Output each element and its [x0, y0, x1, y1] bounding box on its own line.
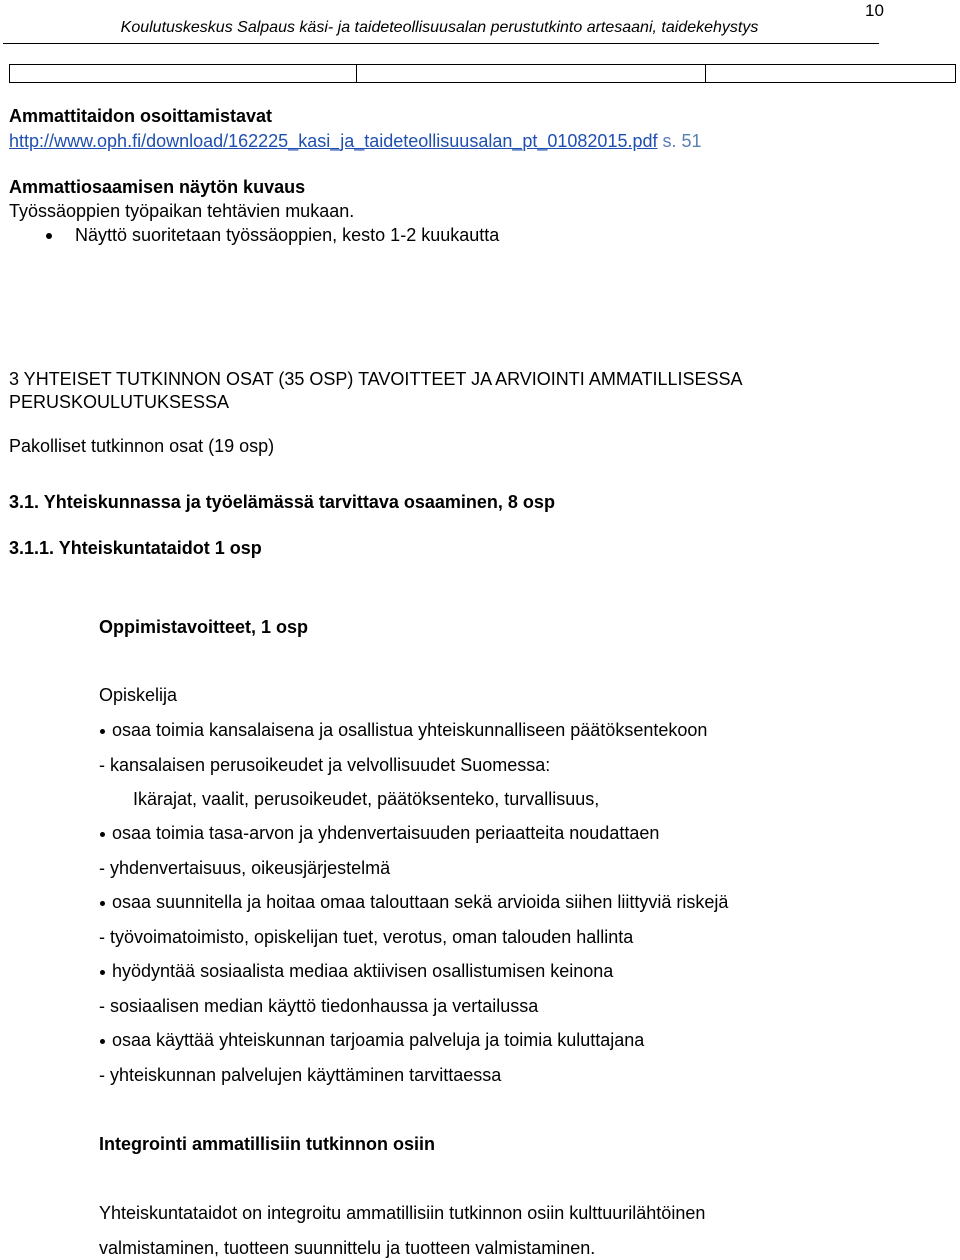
- objective-item: osaa toimia kansalaisena ja osallistua yhteiskunnalliseen päätöksentekoon: [112, 720, 708, 740]
- bullet-icon: [46, 233, 52, 239]
- mandatory-parts-heading: Pakolliset tutkinnon osat (19 osp): [9, 436, 275, 456]
- bullet-icon: [100, 832, 105, 837]
- demonstration-bullet: Näyttö suoritetaan työssäoppien, kesto 1-2 kuukautta: [75, 225, 500, 245]
- objective-item: osaa toimia tasa-arvon ja yhdenvertaisuuden periaatteita noudattaen: [112, 823, 660, 843]
- objective-item: osaa suunnitella ja hoitaa omaa talouttaan sekä arvioida siihen liittyviä riskejä: [112, 892, 729, 912]
- header-rule: [3, 43, 879, 44]
- ops-link[interactable]: http://www.oph.fi/download/162225_kasi_ja_taideteollisuusalan_pt_01082015.pdf: [9, 131, 658, 151]
- objectives-heading: Oppimistavoitteet, 1 osp: [99, 617, 309, 637]
- page-ref: s. 51: [662, 131, 702, 151]
- subsubsection-heading: 3.1.1. Yhteiskuntataidot 1 osp: [9, 538, 262, 558]
- page-number: 10: [865, 1, 884, 20]
- demonstration-heading: Ammattitaidon osoittamistavat: [9, 106, 273, 126]
- objective-detail: - yhdenvertaisuus, oikeusjärjestelmä: [99, 858, 391, 878]
- subsection-heading: 3.1. Yhteiskunnassa ja työelämässä tarvittava osaaminen, 8 osp: [9, 492, 555, 512]
- bullet-icon: [100, 901, 105, 906]
- objective-detail: - yhteiskunnan palvelujen käyttäminen tarvittaessa: [99, 1065, 502, 1085]
- table-cell: [356, 64, 704, 83]
- objective-detail: - kansalaisen perusoikeudet ja velvollisuudet Suomessa:: [99, 755, 551, 775]
- section-heading-line1: 3 YHTEISET TUTKINNON OSAT (35 OSP) TAVOITTEET JA ARVIOINTI AMMATILLISESSA: [9, 369, 743, 389]
- bullet-icon: [100, 729, 105, 734]
- objective-detail: - työvoimatoimisto, opiskelijan tuet, verotus, oman talouden hallinta: [99, 927, 634, 947]
- objective-item: osaa käyttää yhteiskunnan tarjoamia palveluja ja toimia kuluttajana: [112, 1030, 645, 1050]
- description-text: Työssäoppien työpaikan tehtävien mukaan.: [9, 201, 355, 221]
- student-label: Opiskelija: [99, 685, 178, 705]
- bullet-icon: [100, 1039, 105, 1044]
- objective-detail: - sosiaalisen median käyttö tiedonhaussa ja vertailussa: [99, 996, 539, 1016]
- table-cell: [9, 64, 356, 83]
- table-cell: [705, 64, 956, 83]
- integration-text-line1: Yhteiskuntataidot on integroitu ammatillisiin tutkinnon osiin kulttuurilähtöinen: [99, 1203, 706, 1223]
- section-heading-line2: PERUSKOULUTUKSESSA: [9, 392, 230, 412]
- objective-detail: Ikärajat, vaalit, perusoikeudet, päätöksenteko, turvallisuus,: [133, 789, 600, 809]
- integration-text-line2: valmistaminen, tuotteen suunnittelu ja tuotteen valmistaminen.: [99, 1238, 596, 1258]
- running-header: Koulutuskeskus Salpaus käsi- ja taideteollisuusalan perustutkinto artesaani, taidekehystys: [120, 19, 759, 36]
- integration-heading: Integrointi ammatillisiin tutkinnon osiin: [99, 1134, 436, 1154]
- link-line: [9, 131, 702, 152]
- bullet-icon: [100, 970, 105, 975]
- table-fragment: [9, 64, 956, 83]
- description-heading: Ammattiosaamisen näytön kuvaus: [9, 177, 306, 197]
- objective-item: hyödyntää sosiaalista mediaa aktiivisen osallistumisen keinona: [112, 961, 614, 981]
